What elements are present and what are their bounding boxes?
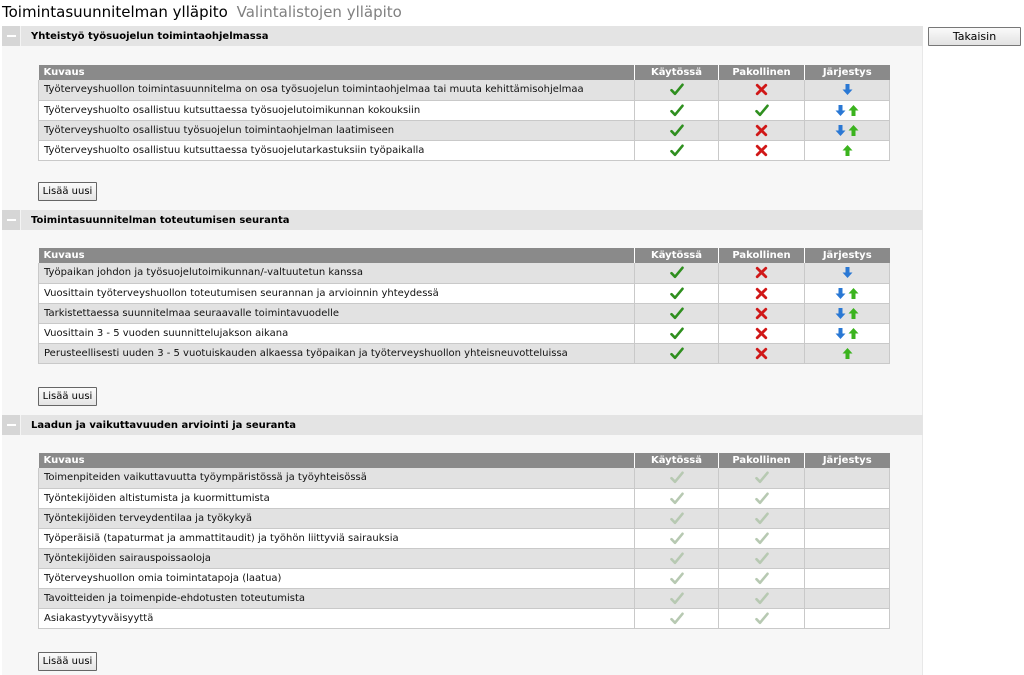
- kaytossa-cell[interactable]: [635, 548, 719, 568]
- table-row[interactable]: [39, 588, 890, 608]
- check-icon[interactable]: [670, 287, 684, 300]
- check-icon[interactable]: [755, 532, 769, 545]
- row-description[interactable]: Tarkistettaessa suunnitelmaa seuraavalle toimintavuodelle: [39, 303, 635, 323]
- check-icon[interactable]: [670, 266, 684, 279]
- arrow-down-icon[interactable]: [835, 124, 846, 137]
- section-title: Yhteistyö työsuojelun toimintaohjelmassa: [31, 30, 269, 42]
- cross-icon[interactable]: [755, 266, 768, 279]
- column-header-kuvaus[interactable]: Kuvaus: [39, 248, 635, 263]
- row-description[interactable]: Työterveyshuolto osallistuu kutsuttaessa työsuojelutoimikunnan kokouksiin: [39, 100, 635, 120]
- column-header-pakollinen[interactable]: Pakollinen: [719, 65, 805, 80]
- check-icon[interactable]: [670, 307, 684, 320]
- table-row[interactable]: [39, 548, 890, 568]
- table-row[interactable]: [39, 468, 890, 488]
- pakollinen-cell[interactable]: [719, 508, 805, 528]
- page-title: Toimintasuunnitelman ylläpito: [2, 3, 228, 21]
- minus-icon: [7, 219, 16, 221]
- jarjestys-cell: [805, 588, 890, 608]
- table-row[interactable]: [39, 140, 890, 160]
- cross-icon[interactable]: [755, 347, 768, 360]
- kaytossa-cell[interactable]: [635, 120, 719, 140]
- column-header-kuvaus[interactable]: Kuvaus: [39, 453, 635, 468]
- row-description[interactable]: Työterveyshuolto osallistuu kutsuttaessa työsuojelutarkastuksiin työpaikalla: [39, 140, 635, 160]
- check-icon[interactable]: [755, 592, 769, 605]
- kaytossa-cell[interactable]: [635, 323, 719, 343]
- jarjestys-cell: [805, 303, 890, 323]
- minus-icon: [7, 424, 16, 426]
- check-icon[interactable]: [670, 552, 684, 565]
- check-icon[interactable]: [670, 347, 684, 360]
- items-table: [38, 65, 890, 161]
- table-header-row: [39, 248, 890, 263]
- check-icon[interactable]: [670, 492, 684, 505]
- row-description[interactable]: Työpaikan johdon ja työsuojelutoimikunnan/-valtuutetun kanssa: [39, 263, 635, 283]
- jarjestys-cell: [805, 80, 890, 100]
- jarjestys-cell: [805, 120, 890, 140]
- pakollinen-cell[interactable]: [719, 608, 805, 628]
- row-description[interactable]: Työntekijöiden terveydentilaa ja työkykyä: [39, 508, 635, 528]
- kaytossa-cell[interactable]: [635, 80, 719, 100]
- cross-icon[interactable]: [755, 327, 768, 340]
- table-row[interactable]: [39, 100, 890, 120]
- table-row[interactable]: [39, 80, 890, 100]
- table-header-row: [39, 453, 890, 468]
- pakollinen-cell[interactable]: [719, 80, 805, 100]
- table-row[interactable]: [39, 488, 890, 508]
- table-row[interactable]: [39, 263, 890, 283]
- table-row[interactable]: [39, 608, 890, 628]
- check-icon[interactable]: [755, 471, 769, 484]
- column-header-kaytossa[interactable]: Käytössä: [635, 65, 719, 80]
- cross-icon[interactable]: [755, 83, 768, 96]
- column-header-jarjestys: Järjestys: [805, 65, 890, 80]
- column-header-jarjestys: Järjestys: [805, 453, 890, 468]
- add-new-button[interactable]: Lisää uusi: [38, 652, 97, 671]
- column-header-kaytossa[interactable]: Käytössä: [635, 453, 719, 468]
- row-description[interactable]: Asiakastyytyväisyyttä: [39, 608, 635, 628]
- row-description[interactable]: Työterveyshuolto osallistuu työsuojelun toimintaohjelman laatimiseen: [39, 120, 635, 140]
- jarjestys-cell: [805, 548, 890, 568]
- jarjestys-cell: [805, 323, 890, 343]
- check-icon[interactable]: [670, 124, 684, 137]
- table-row[interactable]: [39, 343, 890, 363]
- jarjestys-cell: [805, 508, 890, 528]
- minus-icon: [7, 35, 16, 37]
- arrow-down-icon[interactable]: [835, 104, 846, 117]
- pakollinen-cell[interactable]: [719, 263, 805, 283]
- kaytossa-cell[interactable]: [635, 303, 719, 323]
- jarjestys-cell: [805, 140, 890, 160]
- table-row[interactable]: [39, 528, 890, 548]
- jarjestys-cell: [805, 343, 890, 363]
- pakollinen-cell[interactable]: [719, 343, 805, 363]
- table-row[interactable]: [39, 568, 890, 588]
- table-row[interactable]: [39, 508, 890, 528]
- pakollinen-cell[interactable]: [719, 283, 805, 303]
- section: [2, 26, 923, 197]
- items-table: [38, 453, 890, 629]
- table-row[interactable]: [39, 120, 890, 140]
- pakollinen-cell[interactable]: [719, 120, 805, 140]
- kaytossa-cell[interactable]: [635, 100, 719, 120]
- arrow-down-icon[interactable]: [835, 287, 846, 300]
- kaytossa-cell[interactable]: [635, 568, 719, 588]
- column-header-jarjestys: Järjestys: [805, 248, 890, 263]
- row-description[interactable]: Työterveyshuollon toimintasuunnitelma on osa työsuojelun toimintaohjelmaa tai muuta kehittämisohjelmaa: [39, 80, 635, 100]
- back-button[interactable]: Takaisin: [928, 27, 1021, 46]
- column-header-kaytossa[interactable]: Käytössä: [635, 248, 719, 263]
- arrow-up-icon[interactable]: [848, 104, 859, 117]
- pakollinen-cell[interactable]: [719, 528, 805, 548]
- check-icon[interactable]: [755, 104, 769, 117]
- kaytossa-cell[interactable]: [635, 263, 719, 283]
- section: [2, 210, 923, 402]
- cross-icon[interactable]: [755, 124, 768, 137]
- arrow-down-icon[interactable]: [835, 327, 846, 340]
- arrow-up-icon[interactable]: [848, 287, 859, 300]
- jarjestys-cell: [805, 263, 890, 283]
- column-header-pakollinen[interactable]: Pakollinen: [719, 248, 805, 263]
- row-description[interactable]: Työntekijöiden altistumista ja kuormittumista: [39, 488, 635, 508]
- collapse-toggle[interactable]: [2, 210, 21, 230]
- arrow-up-icon[interactable]: [842, 347, 853, 360]
- section-title: Toimintasuunnitelman toteutumisen seuranta: [31, 214, 290, 226]
- main-content: [2, 26, 923, 675]
- check-icon[interactable]: [670, 104, 684, 117]
- check-icon[interactable]: [670, 144, 684, 157]
- jarjestys-cell: [805, 608, 890, 628]
- arrow-up-icon[interactable]: [848, 307, 859, 320]
- check-icon[interactable]: [755, 612, 769, 625]
- jarjestys-cell: [805, 100, 890, 120]
- cross-icon[interactable]: [755, 307, 768, 320]
- collapse-toggle[interactable]: [2, 415, 21, 435]
- check-icon[interactable]: [755, 492, 769, 505]
- jarjestys-cell: [805, 468, 890, 488]
- cross-icon[interactable]: [755, 287, 768, 300]
- table-row[interactable]: [39, 323, 890, 343]
- pakollinen-cell[interactable]: [719, 588, 805, 608]
- section-title: Laadun ja vaikuttavuuden arviointi ja seuranta: [31, 419, 297, 431]
- check-icon[interactable]: [670, 592, 684, 605]
- page-subtitle[interactable]: Valintalistojen ylläpito: [236, 3, 402, 21]
- pakollinen-cell[interactable]: [719, 468, 805, 488]
- check-icon[interactable]: [670, 612, 684, 625]
- row-description[interactable]: Vuosittain työterveyshuollon toteutumisen seurannan ja arvioinnin yhteydessä: [39, 283, 635, 303]
- kaytossa-cell[interactable]: [635, 140, 719, 160]
- check-icon[interactable]: [670, 83, 684, 96]
- add-new-button[interactable]: Lisää uusi: [38, 182, 97, 201]
- check-icon[interactable]: [670, 512, 684, 525]
- table-header-row: [39, 65, 890, 80]
- section-header: [2, 210, 923, 230]
- check-icon[interactable]: [670, 572, 684, 585]
- jarjestys-cell: [805, 568, 890, 588]
- pakollinen-cell[interactable]: [719, 100, 805, 120]
- kaytossa-cell[interactable]: [635, 468, 719, 488]
- pakollinen-cell[interactable]: [719, 488, 805, 508]
- check-icon[interactable]: [755, 572, 769, 585]
- kaytossa-cell[interactable]: [635, 608, 719, 628]
- table-row[interactable]: [39, 283, 890, 303]
- kaytossa-cell[interactable]: [635, 508, 719, 528]
- kaytossa-cell[interactable]: [635, 283, 719, 303]
- kaytossa-cell[interactable]: [635, 588, 719, 608]
- jarjestys-cell: [805, 283, 890, 303]
- cross-icon[interactable]: [755, 144, 768, 157]
- arrow-up-icon[interactable]: [848, 124, 859, 137]
- pakollinen-cell[interactable]: [719, 303, 805, 323]
- arrow-down-icon[interactable]: [842, 83, 853, 96]
- column-header-pakollinen[interactable]: Pakollinen: [719, 453, 805, 468]
- check-icon[interactable]: [670, 532, 684, 545]
- arrow-down-icon[interactable]: [835, 307, 846, 320]
- row-description[interactable]: Tavoitteiden ja toimenpide-ehdotusten toteutumista: [39, 588, 635, 608]
- row-description[interactable]: Perusteellisesti uuden 3 - 5 vuotuiskauden alkaessa työpaikan ja työterveyshuollon yhteisneuvotteluissa: [39, 343, 635, 363]
- add-new-button[interactable]: Lisää uusi: [38, 387, 97, 406]
- kaytossa-cell[interactable]: [635, 528, 719, 548]
- pakollinen-cell[interactable]: [719, 548, 805, 568]
- check-icon[interactable]: [755, 512, 769, 525]
- section-header: [2, 415, 923, 435]
- kaytossa-cell[interactable]: [635, 343, 719, 363]
- pakollinen-cell[interactable]: [719, 323, 805, 343]
- jarjestys-cell: [805, 488, 890, 508]
- row-description[interactable]: Työperäisiä (tapaturmat ja ammattitaudit) ja työhön liittyviä sairauksia: [39, 528, 635, 548]
- check-icon[interactable]: [670, 327, 684, 340]
- page-header: [2, 2, 402, 22]
- section: [2, 415, 923, 667]
- collapse-toggle[interactable]: [2, 26, 21, 46]
- section-header: [2, 26, 923, 46]
- table-row[interactable]: [39, 303, 890, 323]
- arrow-up-icon[interactable]: [842, 144, 853, 157]
- row-description[interactable]: Toimenpiteiden vaikuttavuutta työympäristössä ja työyhteisössä: [39, 468, 635, 488]
- jarjestys-cell: [805, 528, 890, 548]
- column-header-kuvaus[interactable]: Kuvaus: [39, 65, 635, 80]
- items-table: [38, 248, 890, 364]
- arrow-up-icon[interactable]: [848, 327, 859, 340]
- row-description[interactable]: Työntekijöiden sairauspoissaoloja: [39, 548, 635, 568]
- check-icon[interactable]: [755, 552, 769, 565]
- arrow-down-icon[interactable]: [842, 266, 853, 279]
- row-description[interactable]: Työterveyshuollon omia toimintatapoja (laatua): [39, 568, 635, 588]
- check-icon[interactable]: [670, 471, 684, 484]
- pakollinen-cell[interactable]: [719, 140, 805, 160]
- pakollinen-cell[interactable]: [719, 568, 805, 588]
- kaytossa-cell[interactable]: [635, 488, 719, 508]
- row-description[interactable]: Vuosittain 3 - 5 vuoden suunnittelujakson aikana: [39, 323, 635, 343]
